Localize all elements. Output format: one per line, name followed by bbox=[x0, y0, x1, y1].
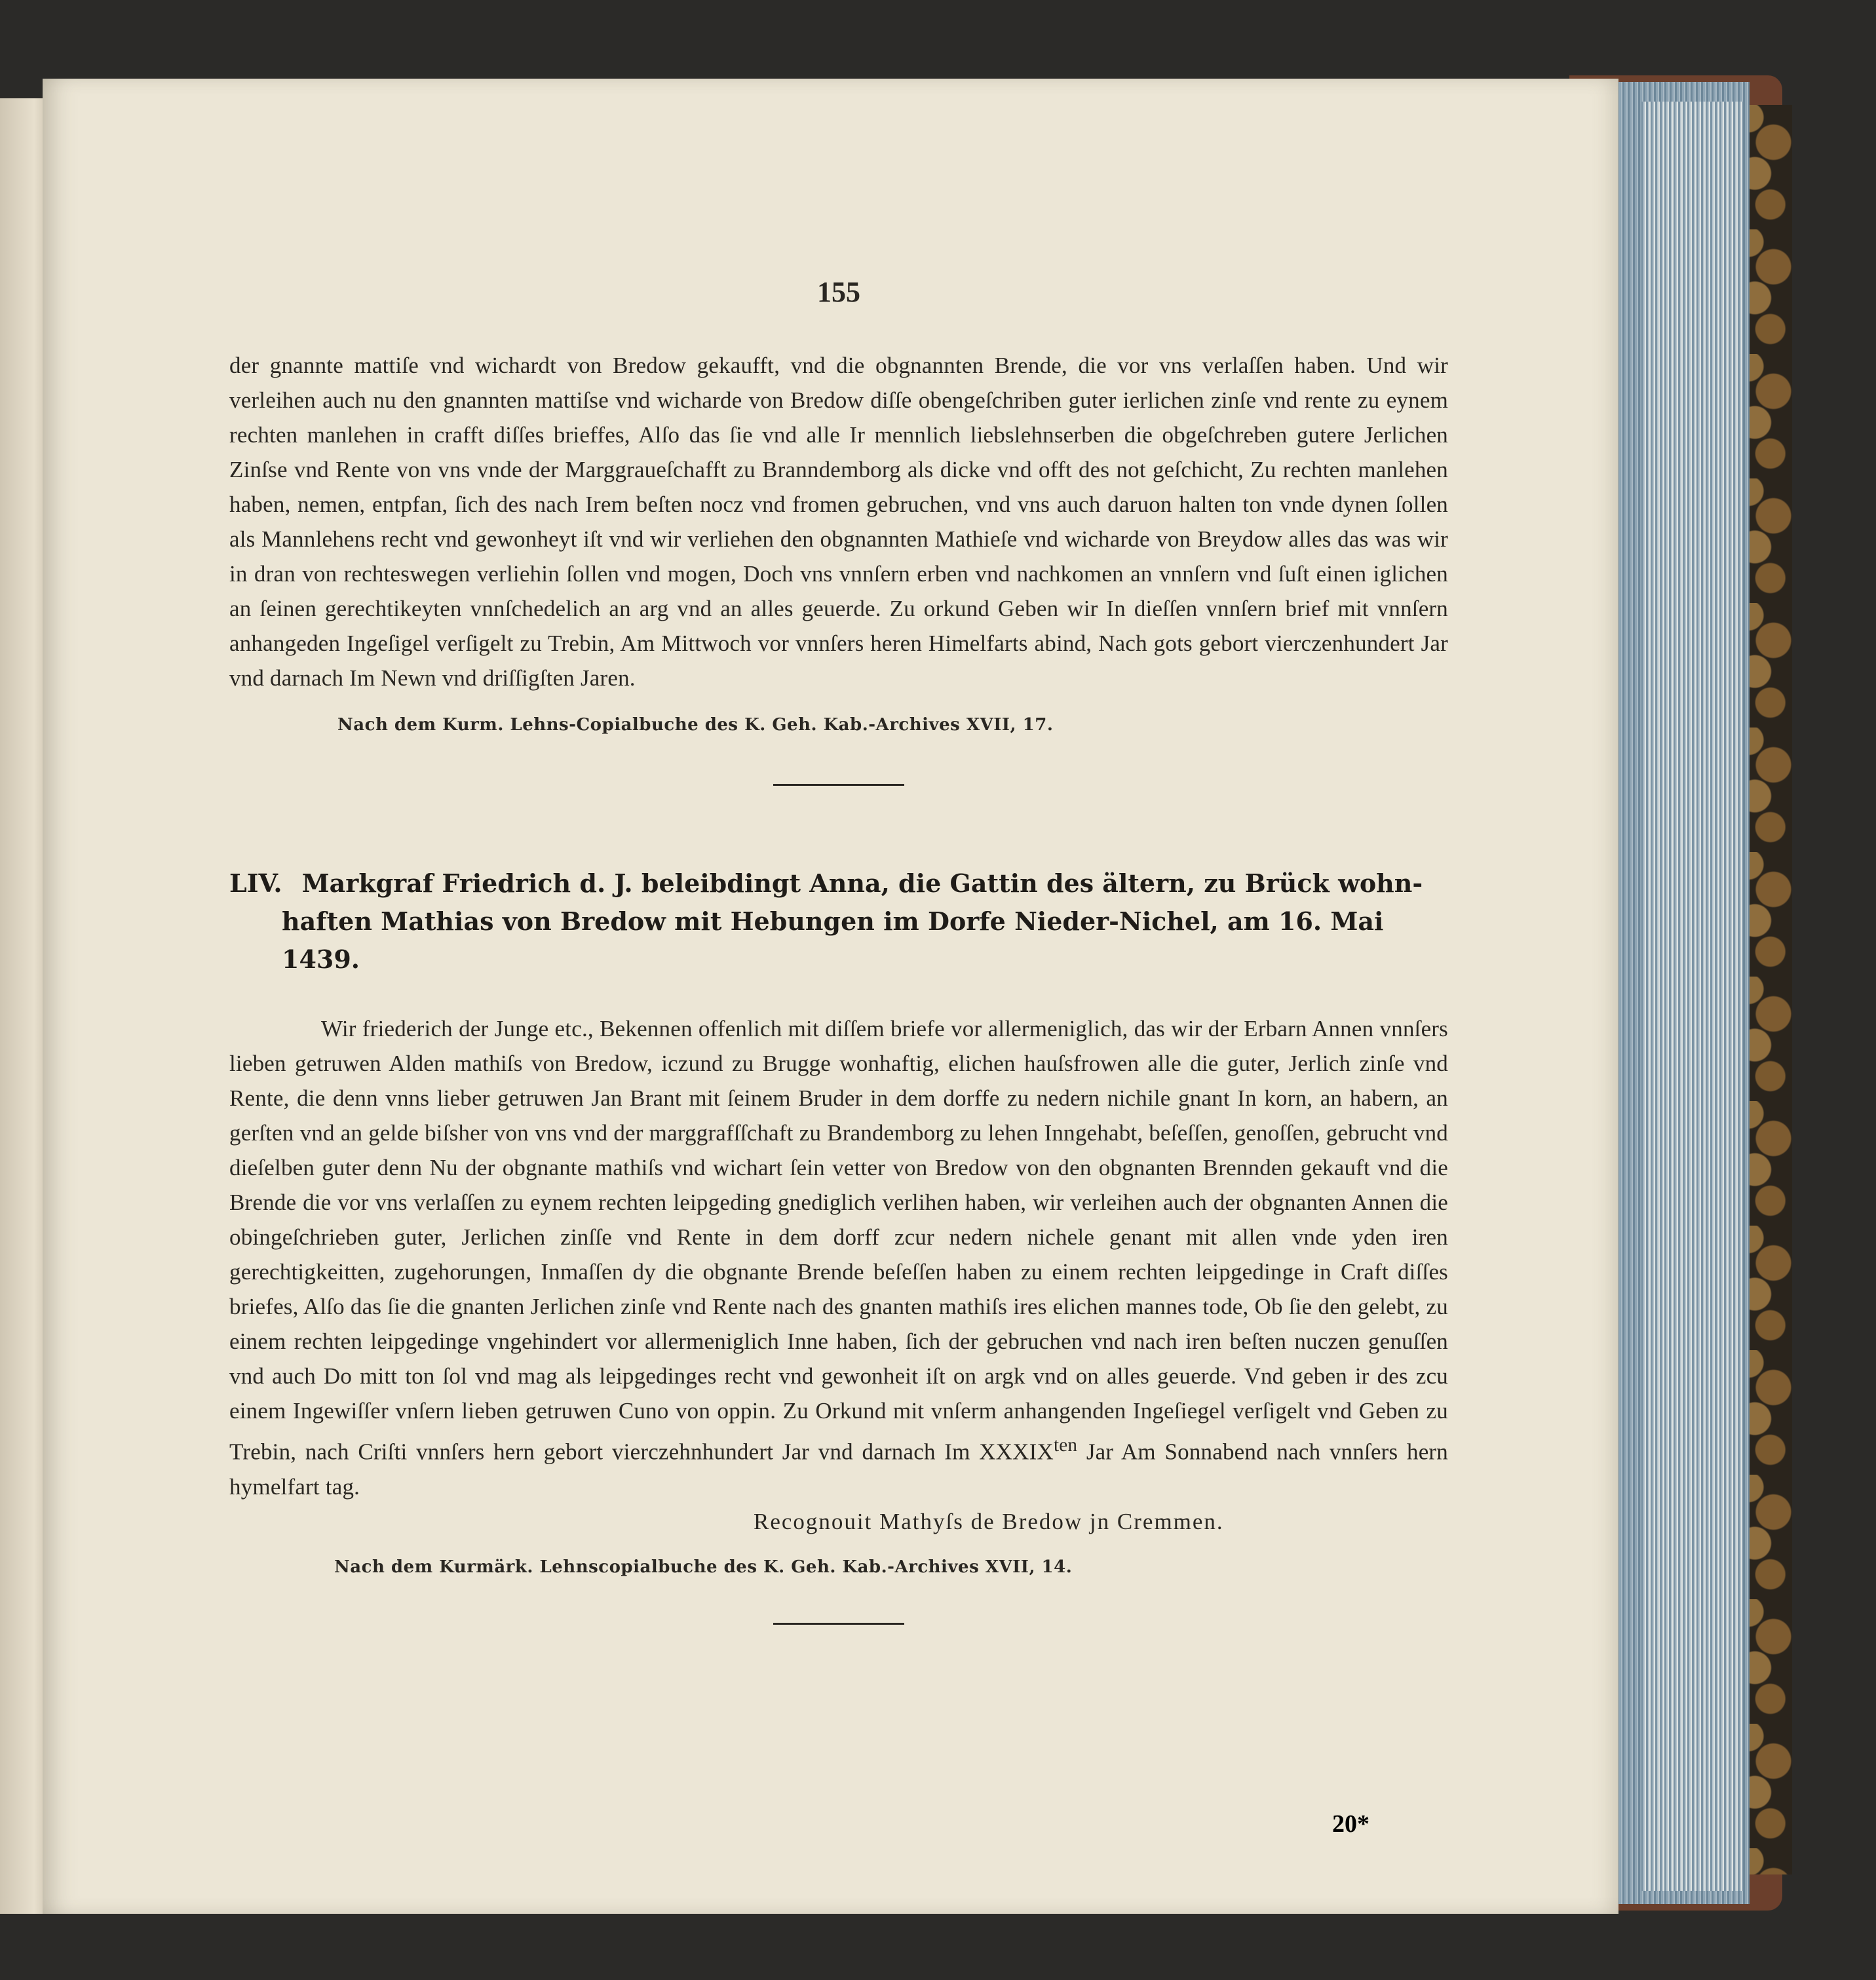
page-number: 155 bbox=[817, 276, 860, 308]
continuation-paragraph: der gnannte mattiſe vnd wichardt von Bredow gekaufft, vnd die obgnannten Brende, die vor vns verlaſſen haben. Und wir verleihen auch nu den gnannten mattiſse vnd wicharde von Bredow diſſe obengeſchriben guter ierlichen zinſe vnd rente zu eynem rechten manlehen in crafft diſſes brieffes, Alſo das ſie vnd alle Ir mennlich liebslehnserben die obgeſchreben gutere Jerlichen Zinſse vnd Rente von vns vnde der Marggraueſchafft zu Branndemborg als dicke vnd offt des not geſchicht, Zu rechten manlehen haben, nemen, entpfan, ſich des nach Irem beſten nocz vnd fromen gebruchen, vnd vns auch daruon halten ton vnde dynen ſollen als Mannlehens recht vnd gewonheyt iſt vnd wir verliehen den obgnannten Mathieſe vnd wicharde von Breydow alles das was wir in dran von rechteswegen verliehin ſollen vnd mogen, Doch vns vnnſern erben vnd nachkomen an vnnſern vnd ſuſt einen iglichen an ſeinen gerechtikeyten vnnſchedelich an arg vnd an alles geuerde. Zu orkund Geben wir In dieſſen vnnſern brief mit vnnſern anhangeden Ingeſigel verſigelt zu Trebin, Am Mittwoch vor vnnſers heren Himelfarts abind, Nach gots gebort vierczenhundert Jar vnd darnach Im Newn vnd driſſigſten Jaren. bbox=[229, 353, 1448, 691]
document-number: LIV. bbox=[229, 868, 282, 898]
book-page bbox=[43, 79, 1618, 1914]
end-divider bbox=[773, 1623, 904, 1625]
source-note-1: Nach dem Kurm. Lehns-Copialbuche des K. Geh. Kab.-Archives XVII, 17. bbox=[337, 715, 1054, 735]
page-content bbox=[229, 275, 1448, 1625]
document-body-end: Jar Am Sonnabend nach vnnſers hern hymelfart tag. bbox=[229, 1439, 1448, 1500]
heading-line-2: haften Mathias von Bredow mit Hebungen im Dorfe Nieder-Nichel, am 16. Mai 1439. bbox=[282, 906, 1384, 974]
heading-line-1: Markgraf Friedrich d. J. beleibdingt Anna, die Gattin des ältern, zu Brück wohn- bbox=[301, 868, 1423, 898]
document-heading bbox=[229, 864, 1448, 979]
document-body bbox=[229, 1011, 1448, 1504]
signature-mark: 20* bbox=[1332, 1810, 1369, 1838]
document-body-text: Wir friederich der Junge etc., Bekennen offenlich mit diſſem briefe vor allermeniglich, das wir der Erbarn Annen vnnſers lieben getruwen Alden mathiſs von Bredow, iczund zu Brugge wonhaftig, elichen hauſsfrowen alle die guter, Jerlich zinſe vnd Rente, die denn vnns lieber getruwen Jan Brant mit ſeinem Bruder in dem dorffe zu nedern nichile gnant In korn, an habern, an gerſten vnd an gelde biſsher von vns vnd der marggrafſſchaft zu Brandemborg zu lehen Inngehabt, beſeſſen, genoſſen, gebrucht vnd dieſelben guter denn Nu der obgnante mathiſs vnd wichart ſein vetter von Bredow von den obgnanten Brennden gekauft vnd die Brende die vor vns verlaſſen zu eynem rechten leipgeding gnediglich verlihen haben, wir verleihen auch der obgnanten Annen die obingeſchrieben guter, Jerlichen zinſſe vnd Rente in dem dorff zcur nedern nichele genant mit allen vnde yden iren gerechtigkeitten, zugehorungen, Inmaſſen dy die obgnante Brende beſeſſen haben zu einem rechten leipgedinge in Craft diſſes briefes, Alſo das ſie die gnanten Jerlichen zinſe vnd Rente nach des gnanten mathiſs ires elichen mannes tode, Ob ſie den gelebt, zu einem rechten leipgedinge vngehindert vor allermeniglich Inne haben, ſich der gebruchen vnd nach iren beſten nuczen genuſſen vnd auch Do mitt ton ſol vnd mag als leipgedinges recht vnd gewonheit iſt on argk vnd on alles geuerde. Vnd geben ir des zcu einem Ingewiſſer vnſern lieben getruwen Cuno von oppin. Zu Orkund mit vnſerm anhangenden Ingeſiegel verſigelt vnd Geben zu Trebin, nach Criſti vnnſers hern gebort vierczehnhundert Jar vnd darnach Im XXXIX bbox=[229, 1016, 1448, 1465]
recognition-line: Recognouit Mathyſs de Bredow jn Cremmen. bbox=[754, 1508, 1224, 1534]
source-note-2: Nach dem Kurmärk. Lehnscopialbuche des K. Geh. Kab.-Archives XVII, 14. bbox=[334, 1557, 1073, 1577]
superscript: ten bbox=[1053, 1435, 1078, 1456]
page-block-inner bbox=[1641, 102, 1743, 1891]
section-divider bbox=[773, 784, 904, 786]
